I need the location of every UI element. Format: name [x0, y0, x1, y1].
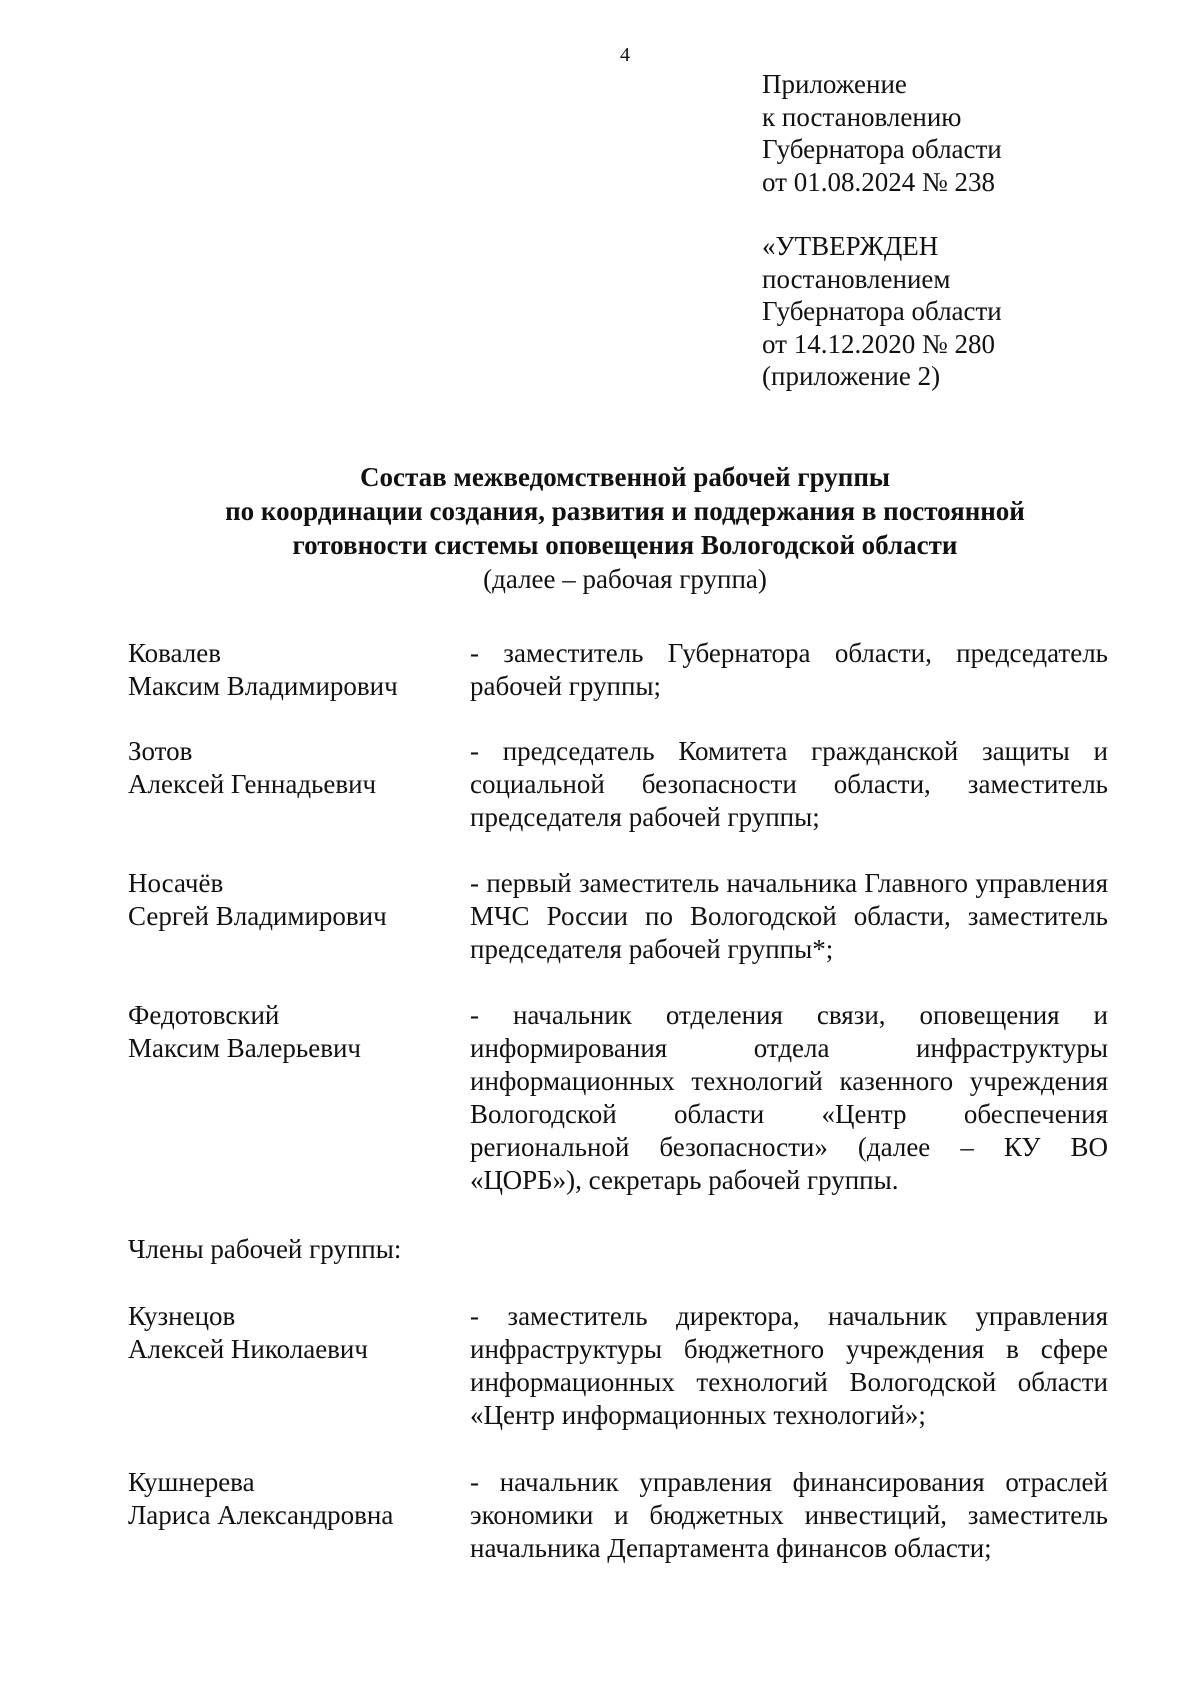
person-given-names: Алексей Николаевич [128, 1334, 368, 1364]
person-role: - начальник управления финансирования отраслей экономики и бюджетных инвестиций, заместитель начальника Департамента финансов области; [470, 1467, 1108, 1563]
title-line: по координации создания, развития и поддержания в постоянной [225, 496, 1025, 526]
annex-line: Приложение [762, 69, 907, 99]
person-role: - заместитель директора, начальник управления инфраструктуры бюджетного учреждения в сфере информационных технологий Вологодской области «Центр информационных технологий»; [470, 1301, 1108, 1430]
person-surname: Кушнерева [128, 1467, 255, 1497]
person-given-names: Алексей Геннадьевич [128, 769, 377, 799]
person-name [128, 999, 448, 1065]
members-section-label: Члены рабочей группы: [128, 1234, 402, 1264]
person-name [128, 637, 448, 703]
approval-stamp-block [762, 230, 1002, 393]
approval-line: от 14.12.2020 № 280 [762, 328, 995, 359]
person-given-names: Сергей Владимирович [128, 901, 387, 931]
person-role: - первый заместитель начальника Главного управления МЧС России по Вологодской области, заместитель председателя рабочей группы*; [470, 868, 1108, 964]
annex-reference-block [762, 68, 1002, 198]
person-surname: Зотов [128, 736, 193, 766]
annex-line: от 01.08.2024 № 238 [762, 166, 995, 197]
person-given-names: Максим Владимирович [128, 671, 398, 701]
person-name [128, 1466, 448, 1532]
person-given-names: Лариса Александровна [128, 1500, 394, 1530]
person-role: - начальник отделения связи, оповещения и информирования отдела инфраструктуры информационных технологий казенного учреждения Вологодской области «Центр обеспечения региональной безопасности» (далее – КУ ВО «ЦОРБ»), секретарь рабочей группы. [470, 1000, 1108, 1195]
annex-line: Губернатора области [762, 134, 1002, 164]
person-role: - заместитель Губернатора области, председатель рабочей группы; [470, 638, 1108, 701]
person-surname: Федотовский [128, 1000, 280, 1030]
person-role: - председатель Комитета гражданской защиты и социальной безопасности области, заместитель председателя рабочей группы; [470, 736, 1108, 832]
approval-line: Губернатора области [762, 296, 1002, 326]
person-name [128, 867, 448, 933]
person-surname: Ковалев [128, 638, 221, 668]
approval-line: (приложение 2) [762, 361, 941, 391]
person-surname: Кузнецов [128, 1301, 236, 1331]
document-title [0, 460, 1200, 596]
person-name [128, 1300, 448, 1366]
page-number: 4 [620, 44, 630, 66]
annex-line: к постановлению [762, 101, 962, 132]
approval-line: постановлением [762, 263, 951, 294]
title-subtitle: (далее – рабочая группа) [483, 564, 767, 594]
person-surname: Носачёв [128, 868, 224, 898]
title-line: Состав межведомственной рабочей группы [360, 462, 890, 492]
approval-line: «УТВЕРЖДЕН [762, 231, 939, 261]
person-name [128, 735, 448, 801]
person-given-names: Максим Валерьевич [128, 1033, 361, 1063]
title-line: готовности системы оповещения Вологодской области [292, 530, 958, 560]
